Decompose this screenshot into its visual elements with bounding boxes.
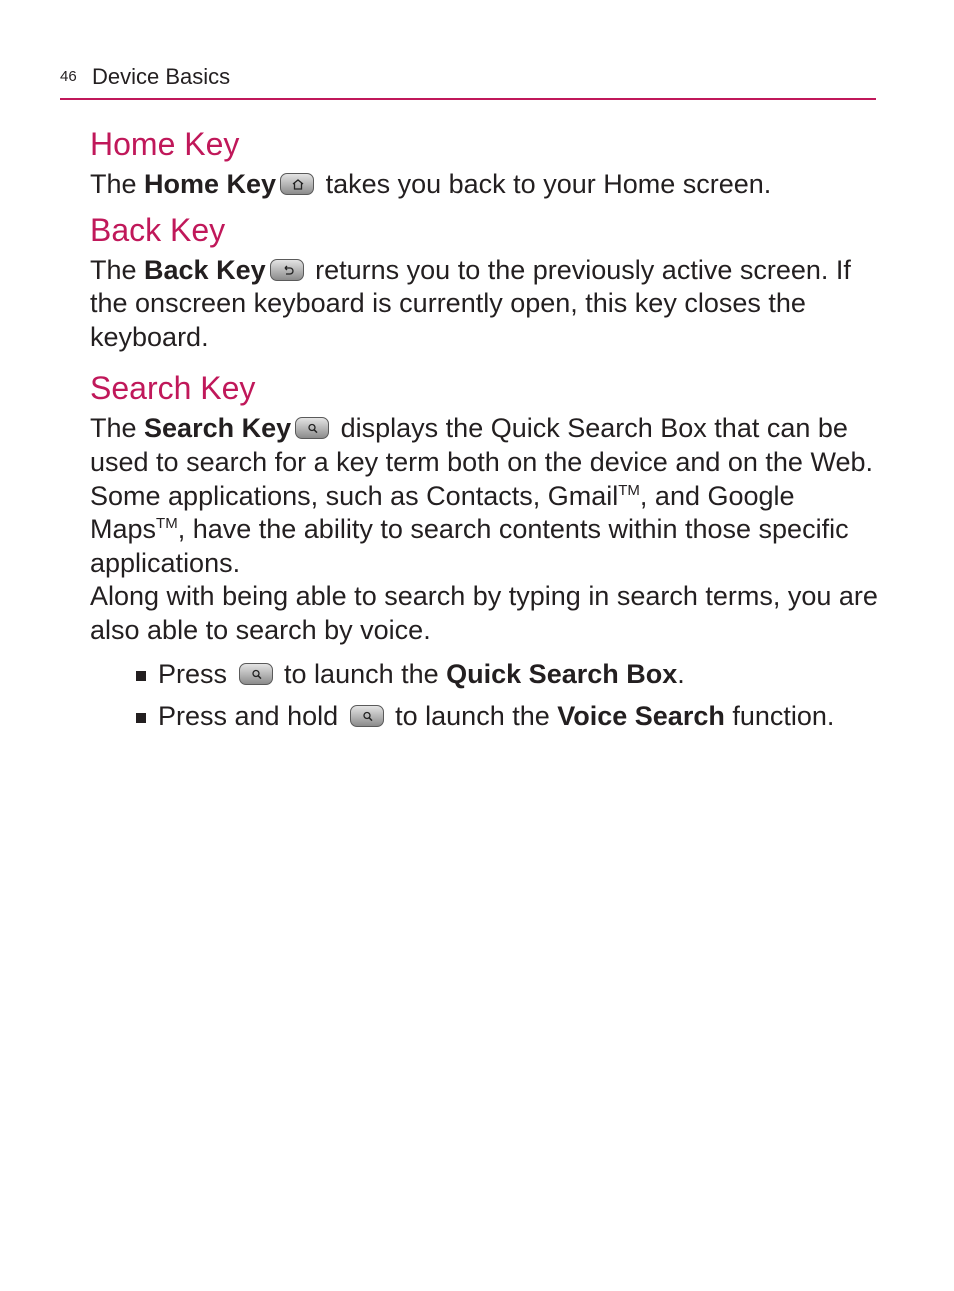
trademark-sup: TM: [618, 481, 640, 499]
page-content: [90, 120, 880, 743]
search-key-icon: [350, 705, 384, 727]
voice-search-paragraph: Along with being able to search by typing in search terms, you are also able to search by voice.: [90, 581, 878, 645]
list-item: Press to launch the Quick Search Box.: [136, 658, 880, 692]
search-key-icon: [295, 417, 329, 439]
back-key-heading: Back Key: [90, 211, 226, 248]
list-item: Press and hold to launch the Voice Search function.: [136, 700, 880, 734]
search-key-heading: Search Key: [90, 370, 256, 407]
home-key-icon: [280, 173, 314, 195]
back-key-icon: [270, 259, 304, 281]
page-header: [60, 64, 876, 100]
home-key-heading: Home Key: [90, 126, 240, 162]
search-key-icon: [239, 663, 273, 685]
home-key-paragraph: The Home Key takes you back to your Home screen.: [90, 169, 772, 199]
page-number: 46: [60, 68, 77, 85]
bullet-square-icon: [136, 671, 146, 681]
back-key-paragraph: The Back Key returns you to the previously active screen. If the onscreen keyboard is currently open, this key closes the keyboard.: [90, 254, 851, 352]
search-key-paragraph: The Search Key displays the Quick Search Box that can be used to search for a key term both on the device and on the Web. Some applications, such as Contacts, Gmail™, and Google Maps™, have the ability to search contents within those specific applications.: [90, 413, 873, 578]
bullet-square-icon: [136, 713, 146, 723]
section-title: Device Basics: [92, 64, 231, 89]
trademark-sup: TM: [156, 515, 178, 533]
search-key-bullets: [136, 658, 880, 734]
